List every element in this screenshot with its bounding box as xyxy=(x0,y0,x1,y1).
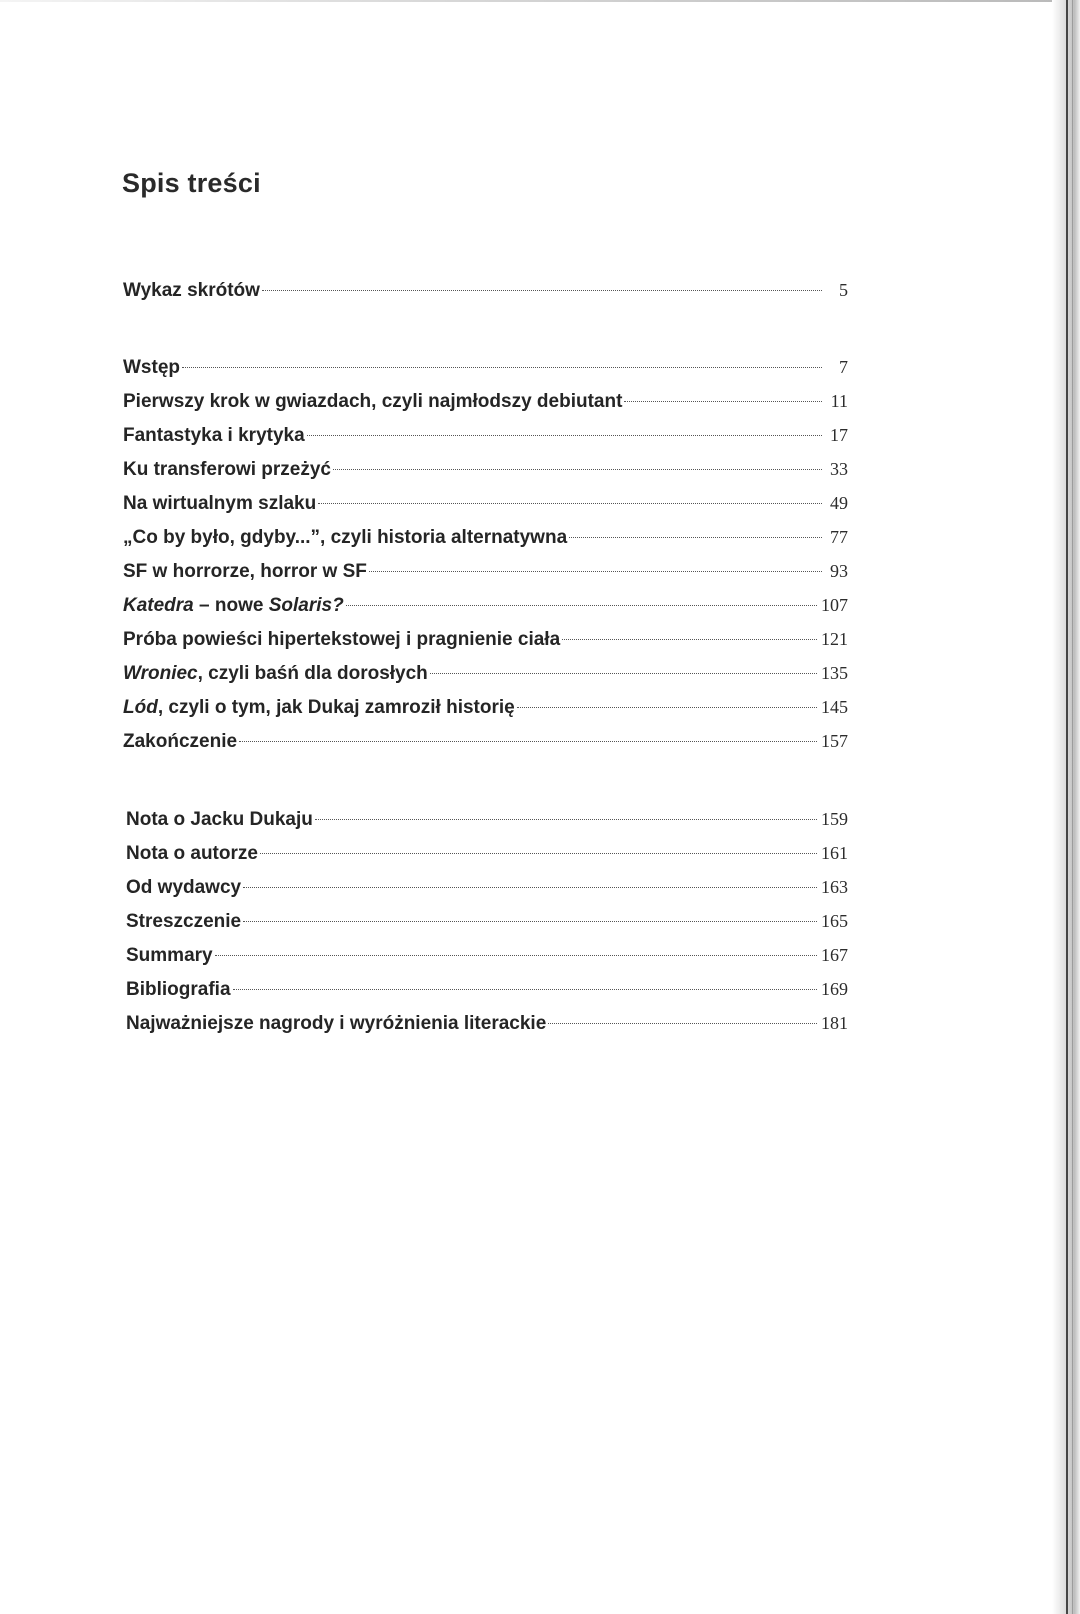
toc-entry-label: Zakończenie xyxy=(123,731,238,752)
toc-entry-label: SF w horrorze, horror w SF xyxy=(123,561,367,582)
toc-entry[interactable] xyxy=(123,520,848,554)
toc-entry-page: 5 xyxy=(839,280,848,300)
scan-top-edge xyxy=(0,0,1080,2)
toc-entry-page: 107 xyxy=(821,595,848,615)
toc-leader-dots xyxy=(307,435,822,436)
toc-entry-page: 11 xyxy=(830,391,848,411)
toc-entry-page: 7 xyxy=(839,357,848,377)
toc-entry-page: 169 xyxy=(821,979,848,999)
toc-entry-page: 159 xyxy=(821,809,848,829)
toc-entry[interactable] xyxy=(123,384,848,418)
toc-entry-page: 145 xyxy=(821,697,848,717)
toc-leader-dots xyxy=(318,503,822,504)
toc-entry-page: 93 xyxy=(830,561,848,581)
toc-entry[interactable] xyxy=(123,724,848,758)
toc-leader-dots xyxy=(333,469,822,470)
toc-entry[interactable] xyxy=(123,418,848,452)
toc-leader-dots xyxy=(315,819,817,820)
toc-entry-page: 17 xyxy=(830,425,848,445)
toc-leader-dots xyxy=(233,989,817,990)
toc-entry[interactable] xyxy=(126,972,848,1006)
toc-entry-label xyxy=(123,657,428,691)
toc-entry-label: Bibliografia xyxy=(126,979,231,1000)
toc-leader-dots xyxy=(182,367,822,368)
toc-leader-dots xyxy=(624,401,822,402)
toc-entry[interactable] xyxy=(123,452,848,486)
toc-entry[interactable] xyxy=(126,870,848,904)
toc-entry-label: Streszczenie xyxy=(126,911,242,932)
toc-entry[interactable] xyxy=(123,588,848,622)
toc-entry[interactable] xyxy=(126,1006,848,1040)
toc-entry[interactable] xyxy=(123,656,848,690)
toc-leader-dots xyxy=(569,537,822,538)
toc-entry-label: Ku transferowi przeżyć xyxy=(123,459,331,480)
toc-leader-dots xyxy=(346,605,817,606)
toc-leader-dots xyxy=(215,955,817,956)
toc-entry-label-italic: Lód xyxy=(123,697,158,718)
toc-entry-label: Summary xyxy=(126,945,213,966)
toc-leader-dots xyxy=(548,1023,817,1024)
toc-group-chapters xyxy=(123,350,848,758)
page-binding-edge xyxy=(1052,0,1080,1614)
toc-leader-dots xyxy=(262,290,822,291)
toc-entry[interactable] xyxy=(126,836,848,870)
toc-entry-label: „Co by było, gdyby...”, czyli historia alternatywna xyxy=(123,527,568,548)
toc-entry[interactable] xyxy=(126,802,848,836)
toc-entry-label: Pierwszy krok w gwiazdach, czyli najmłodszy debiutant xyxy=(123,391,623,412)
toc-leader-dots xyxy=(430,673,817,674)
toc-entry-page: 135 xyxy=(821,663,848,683)
toc-entry-page: 33 xyxy=(830,459,848,479)
toc-entry-label: Na wirtualnym szlaku xyxy=(123,493,317,514)
toc-entry[interactable] xyxy=(126,904,848,938)
toc-entry-label-text: , czyli baśń dla dorosłych xyxy=(197,663,428,684)
toc-leader-dots xyxy=(260,853,817,854)
toc-leader-dots xyxy=(517,707,817,708)
toc-entry-page: 163 xyxy=(821,877,848,897)
toc-entry[interactable] xyxy=(123,690,848,724)
toc-entry[interactable] xyxy=(123,350,848,384)
toc-group-back-matter xyxy=(126,802,848,1040)
toc-entry[interactable] xyxy=(123,486,848,520)
toc-entry-label-text: – nowe xyxy=(193,595,269,616)
toc-entry[interactable] xyxy=(123,273,848,307)
toc-entry-label-italic: Solaris? xyxy=(268,595,344,616)
toc-entry-label: Wstęp xyxy=(123,357,180,378)
toc-leader-dots xyxy=(239,741,817,742)
page-title: Spis treści xyxy=(122,168,261,198)
toc-entry-label: Nota o Jacku Dukaju xyxy=(126,809,313,830)
toc-entry-page: 167 xyxy=(821,945,848,965)
toc-entry[interactable] xyxy=(126,938,848,972)
toc-entry-page: 77 xyxy=(830,527,848,547)
toc-entry-label: Próba powieści hipertekstowej i pragnienie ciała xyxy=(123,629,561,650)
toc-entry-page: 165 xyxy=(821,911,848,931)
toc-leader-dots xyxy=(243,921,817,922)
toc-entry-label-italic: Wroniec xyxy=(123,663,198,684)
toc-entry-label: Fantastyka i krytyka xyxy=(123,425,305,446)
toc-leader-dots xyxy=(369,571,822,572)
toc-entry-label-italic: Katedra xyxy=(123,595,194,616)
toc-entry-label xyxy=(123,589,344,623)
toc-leader-dots xyxy=(562,639,817,640)
toc-leader-dots xyxy=(243,887,817,888)
toc-group-front-matter xyxy=(123,273,848,307)
toc-entry-page: 121 xyxy=(821,629,848,649)
toc-entry-page: 157 xyxy=(821,731,848,751)
toc-entry-label: Najważniejsze nagrody i wyróżnienia literackie xyxy=(126,1013,547,1034)
toc-entry-label xyxy=(123,691,515,725)
toc-entry-label: Wykaz skrótów xyxy=(123,280,260,301)
toc-entry-page: 161 xyxy=(821,843,848,863)
toc-entry-label: Od wydawcy xyxy=(126,877,242,898)
toc-entry[interactable] xyxy=(123,554,848,588)
toc-entry-label-text: , czyli o tym, jak Dukaj zamroził historię xyxy=(157,697,515,718)
toc-entry-label: Nota o autorze xyxy=(126,843,258,864)
toc-entry[interactable] xyxy=(123,622,848,656)
toc-entry-page: 181 xyxy=(821,1013,848,1033)
toc-entry-page: 49 xyxy=(830,493,848,513)
